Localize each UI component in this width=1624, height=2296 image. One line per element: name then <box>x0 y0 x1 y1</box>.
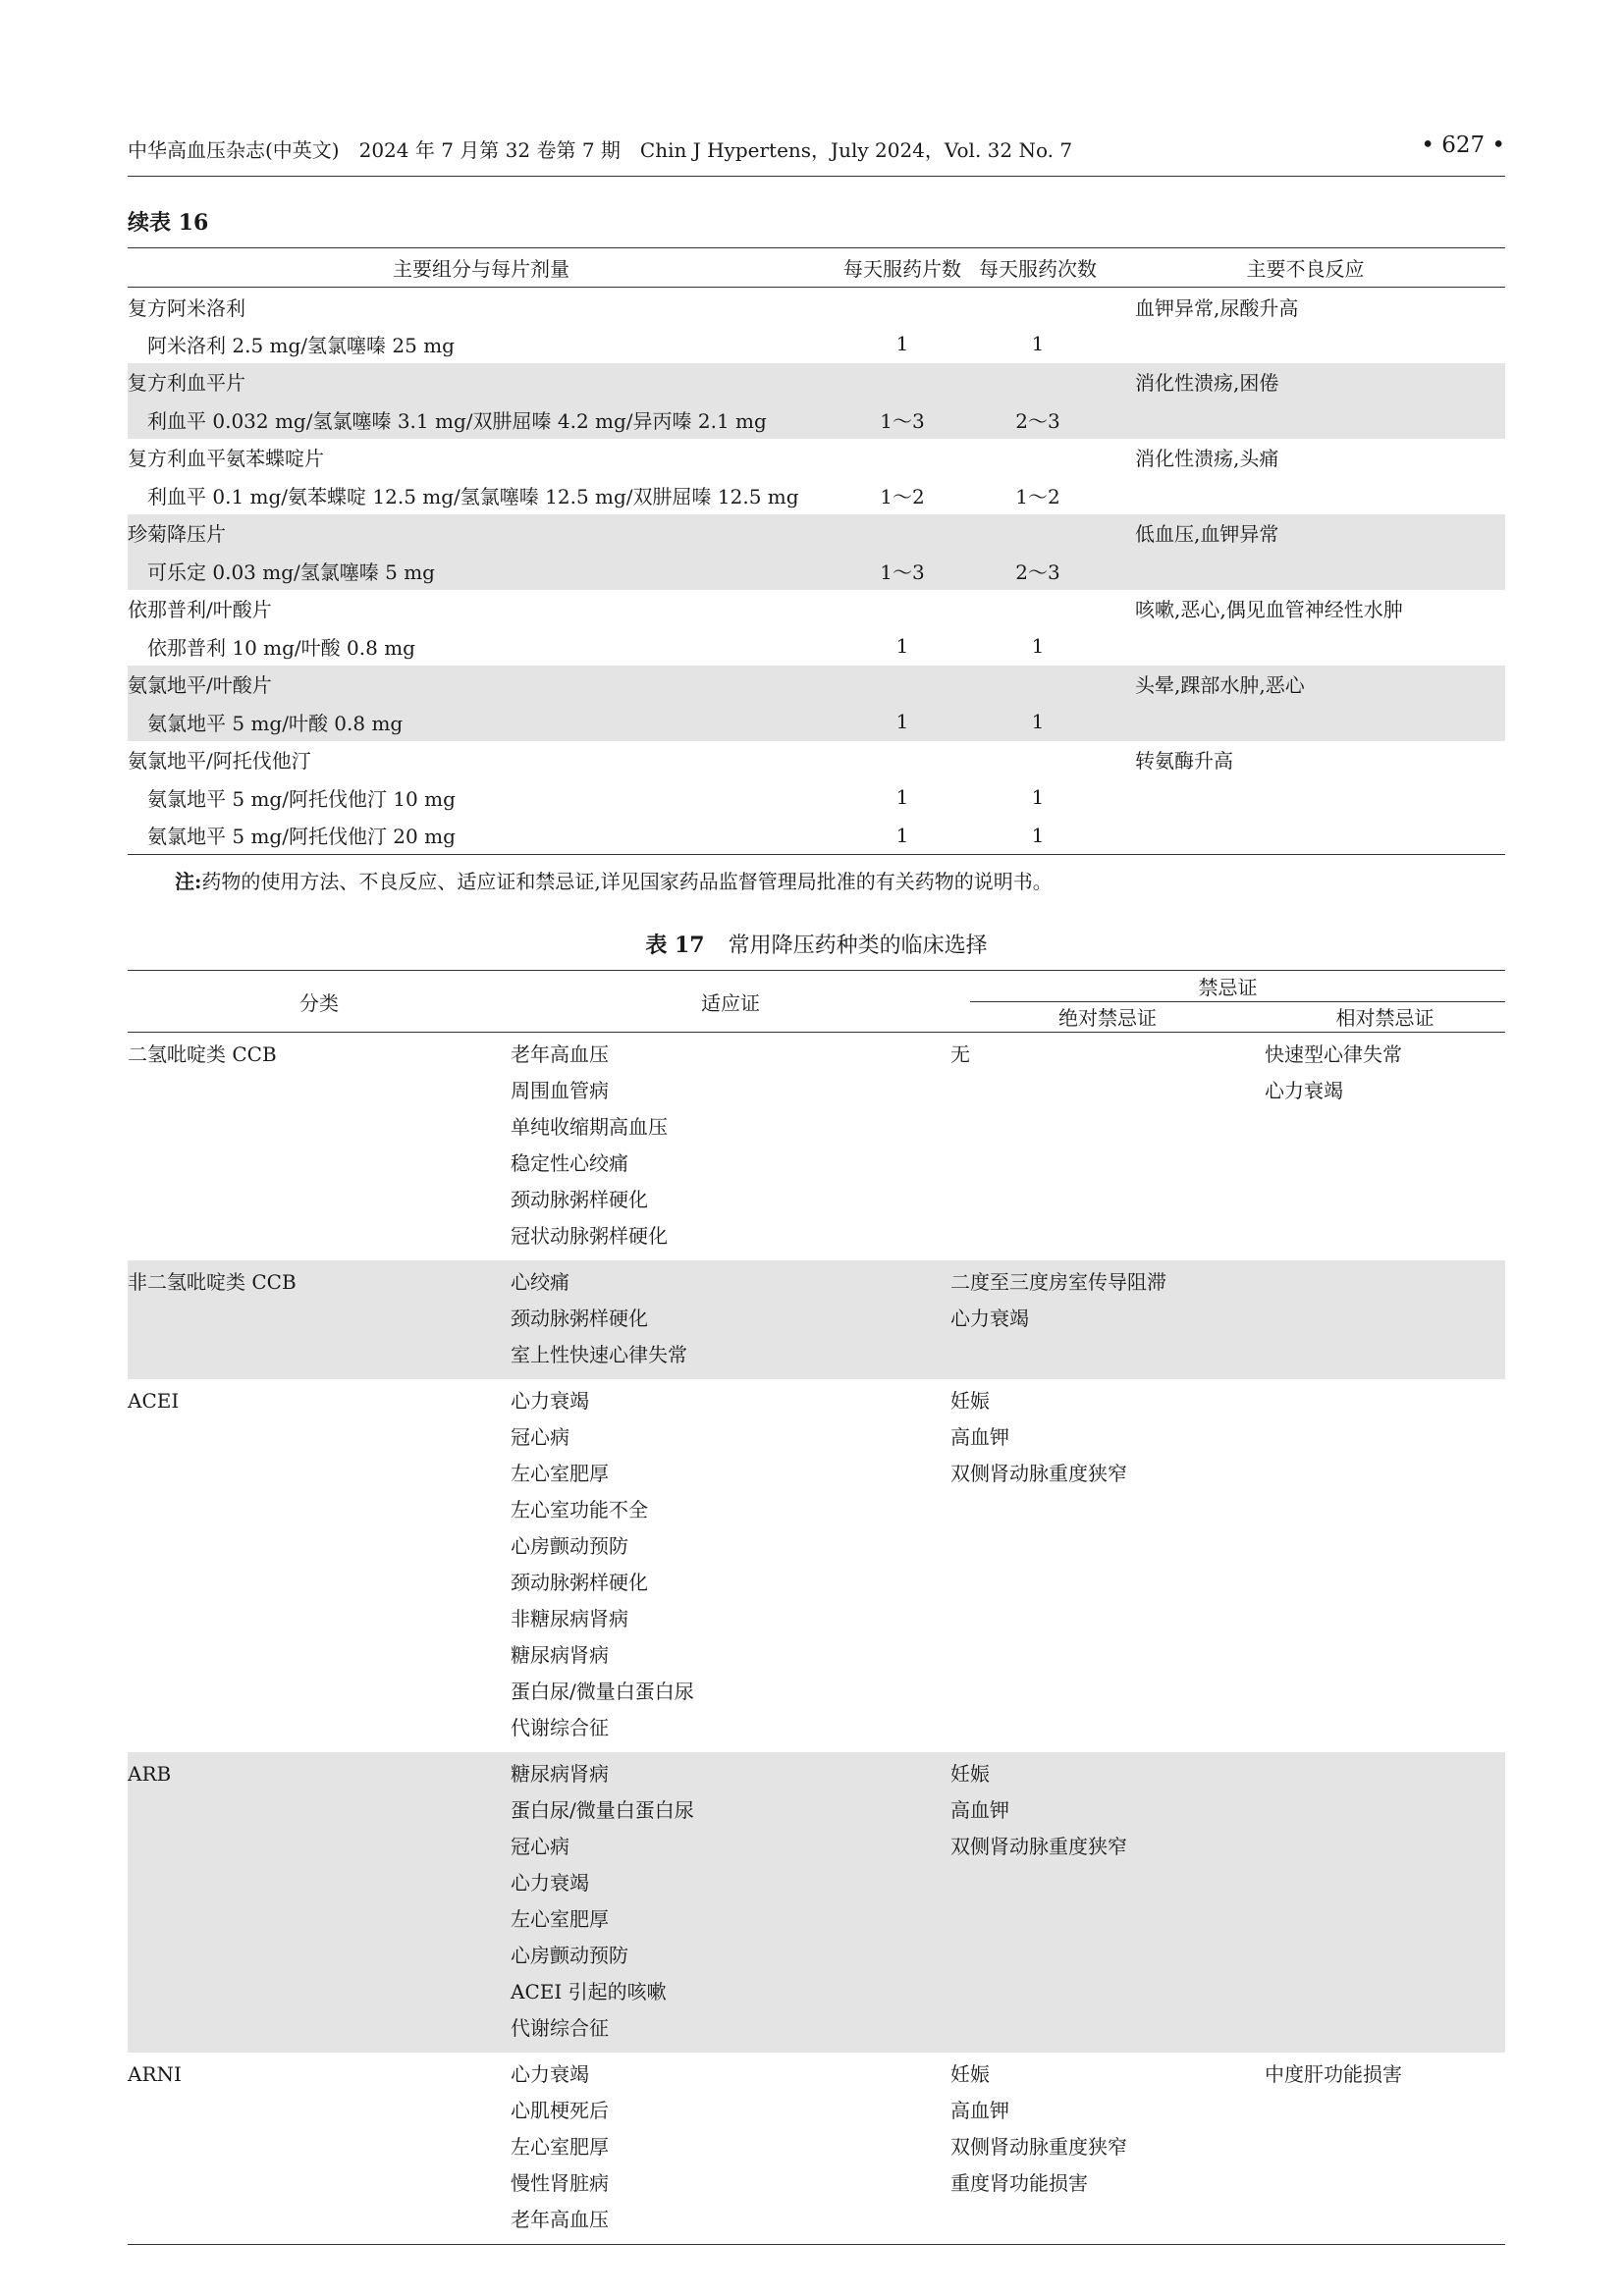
absolute-contraindication: 妊娠 <box>950 1762 990 1786</box>
table-row <box>128 514 1505 553</box>
indication: 冠心病 <box>511 1835 569 1858</box>
col-class: 分类 <box>128 971 511 1033</box>
indication: 周围血管病 <box>511 1079 609 1102</box>
drug-name: 复方阿米洛利 <box>128 295 245 320</box>
absolute-contraindication-cell <box>950 1752 1265 2053</box>
absolute-contraindication: 双侧肾动脉重度狭窄 <box>950 1835 1127 1858</box>
table-row <box>128 741 1505 779</box>
table17-number: 表 17 <box>645 933 705 958</box>
times-per-day: 2～3 <box>1015 560 1060 584</box>
indication-cell <box>511 1260 950 1379</box>
indication: 老年高血压 <box>511 2208 609 2231</box>
indication: 代谢综合征 <box>511 2016 609 2040</box>
drug-composition: 利血平 0.1 mg/氨苯蝶啶 12.5 mg/氢氯噻嗪 12.5 mg/双肼屈嗪 12.5 mg <box>147 484 799 508</box>
table16-note <box>175 866 1053 894</box>
times-per-day: 1 <box>1031 634 1045 659</box>
indication: 心肌梗死后 <box>511 2099 609 2122</box>
absolute-contraindication: 双侧肾动脉重度狭窄 <box>950 2135 1127 2159</box>
journal-citation: 中华高血压杂志(中英文) 2024 年 7 月第 32 卷第 7 期 Chin J Hypertens，July 2024，Vol. 32 No. 7 <box>128 138 1073 162</box>
drug-composition: 氨氯地平 5 mg/叶酸 0.8 mg <box>147 711 404 735</box>
table17-title <box>128 929 1505 959</box>
col-tablets-per-day: 每天服药片数 <box>835 248 970 288</box>
drug-class <box>128 1379 511 1752</box>
adverse-reaction: 头晕,踝部水肿,恶心 <box>1135 673 1305 698</box>
col-relative-contra: 相对禁忌证 <box>1265 1002 1505 1033</box>
indication: 颈动脉粥样硬化 <box>511 1307 648 1330</box>
indication: 心房颤动预防 <box>511 1534 628 1558</box>
indication-cell <box>511 2053 950 2245</box>
table-row <box>128 1752 1505 2053</box>
col-contraindications: 禁忌证 <box>950 971 1505 1002</box>
adverse-reaction: 消化性溃疡,头痛 <box>1135 447 1279 471</box>
note-label: 注: <box>175 870 202 893</box>
relative-contraindication: 快速型心律失常 <box>1265 1042 1402 1066</box>
table17-title-text: 常用降压药种类的临床选择 <box>728 934 988 958</box>
indication: 心绞痛 <box>511 1270 569 1294</box>
col-absolute-contra: 绝对禁忌证 <box>950 1002 1265 1033</box>
times-per-day: 2～3 <box>1015 408 1060 433</box>
table-row <box>128 476 1505 514</box>
table-row <box>128 363 1505 401</box>
adverse-reaction: 低血压,血钾异常 <box>1135 522 1279 547</box>
indication: ACEI 引起的咳嗽 <box>511 1980 667 2003</box>
indication: 左心室肥厚 <box>511 2135 609 2159</box>
drug-class-label: ARNI <box>128 2062 182 2086</box>
adverse-reaction: 转氨酶升高 <box>1135 749 1233 774</box>
tablets-per-day: 1 <box>835 817 970 855</box>
drug-composition: 可乐定 0.03 mg/氢氯噻嗪 5 mg <box>147 560 435 584</box>
col-components: 主要组分与每片剂量 <box>128 248 835 288</box>
indication: 室上性快速心律失常 <box>511 1343 687 1366</box>
indication: 左心室功能不全 <box>511 1498 648 1522</box>
col-indications: 适应证 <box>511 971 950 1033</box>
adverse-reaction: 消化性溃疡,困倦 <box>1135 371 1279 396</box>
indication: 蛋白尿/微量白蛋白尿 <box>511 1680 694 1703</box>
page-number: • 627 • <box>1421 133 1505 158</box>
drug-composition: 依那普利 10 mg/叶酸 0.8 mg <box>147 635 415 660</box>
times-per-day: 1 <box>1031 785 1045 810</box>
table16-caption: 续表 16 <box>128 210 209 236</box>
drug-class-label: 二氢吡啶类 CCB <box>128 1042 277 1066</box>
indication: 心力衰竭 <box>511 1871 589 1895</box>
drug-name: 氨氯地平/阿托伐他汀 <box>128 749 311 774</box>
col-times-per-day: 每天服药次数 <box>970 248 1106 288</box>
table-row <box>128 817 1505 855</box>
absolute-contraindication: 重度肾功能损害 <box>950 2171 1088 2195</box>
table-row <box>128 288 1505 326</box>
table-row <box>128 439 1505 477</box>
absolute-contraindication: 心力衰竭 <box>950 1307 1029 1330</box>
table-row <box>128 2053 1505 2245</box>
drug-class-label: 非二氢吡啶类 CCB <box>128 1270 297 1294</box>
table-row <box>128 1260 1505 1379</box>
indication: 代谢综合征 <box>511 1716 609 1739</box>
tablets-per-day: 1～2 <box>880 484 925 508</box>
indication: 糖尿病肾病 <box>511 1643 609 1667</box>
absolute-contraindication: 妊娠 <box>950 2062 990 2086</box>
drug-composition: 氨氯地平 5 mg/阿托伐他汀 10 mg <box>147 786 456 811</box>
page-header <box>128 131 1505 177</box>
drug-name: 依那普利/叶酸片 <box>128 598 272 622</box>
table-row <box>128 552 1505 590</box>
relative-contraindication: 心力衰竭 <box>1265 1079 1343 1102</box>
absolute-contraindication-cell <box>950 1379 1265 1752</box>
table-row <box>128 400 1505 439</box>
indication: 心房颤动预防 <box>511 1944 628 1967</box>
absolute-contraindication: 高血钾 <box>950 2099 1009 2122</box>
table-row <box>128 627 1505 666</box>
drug-composition: 阿米洛利 2.5 mg/氢氯噻嗪 25 mg <box>147 333 455 357</box>
table16 <box>128 247 1505 855</box>
relative-contraindication-cell <box>1265 1033 1505 1261</box>
indication: 慢性肾脏病 <box>511 2171 609 2195</box>
drug-name: 氨氯地平/叶酸片 <box>128 673 272 698</box>
table-row <box>128 1379 1505 1752</box>
table17-header-row <box>128 971 1505 1002</box>
absolute-contraindication: 双侧肾动脉重度狭窄 <box>950 1462 1127 1485</box>
indication: 非糖尿病肾病 <box>511 1607 628 1630</box>
indication: 左心室肥厚 <box>511 1462 609 1485</box>
indication: 冠状动脉粥样硬化 <box>511 1224 668 1248</box>
drug-class <box>128 1033 511 1261</box>
drug-composition: 氨氯地平 5 mg/阿托伐他汀 20 mg <box>128 817 835 855</box>
absolute-contraindication: 高血钾 <box>950 1798 1009 1822</box>
indication: 蛋白尿/微量白蛋白尿 <box>511 1798 694 1822</box>
drug-composition: 利血平 0.032 mg/氢氯噻嗪 3.1 mg/双肼屈嗪 4.2 mg/异丙嗪 2.1 mg <box>147 408 767 433</box>
tablets-per-day: 1 <box>895 634 909 659</box>
indication-cell <box>511 1752 950 2053</box>
relative-contraindication: 中度肝功能损害 <box>1265 2062 1402 2086</box>
relative-contraindication-cell <box>1265 1379 1505 1752</box>
drug-class <box>128 1260 511 1379</box>
tablets-per-day: 1～3 <box>880 560 925 584</box>
indication: 颈动脉粥样硬化 <box>511 1571 648 1594</box>
indication: 冠心病 <box>511 1425 569 1449</box>
table-row <box>128 590 1505 628</box>
tablets-per-day: 1 <box>895 710 909 734</box>
times-per-day: 1 <box>970 817 1106 855</box>
col-adverse-reactions: 主要不良反应 <box>1106 248 1505 288</box>
drug-class-label: ACEI <box>128 1389 180 1413</box>
table16-header-row <box>128 248 1505 288</box>
indication-cell <box>511 1379 950 1752</box>
drug-name: 复方利血平片 <box>128 371 245 396</box>
drug-class <box>128 1752 511 2053</box>
times-per-day: 1 <box>1031 332 1045 356</box>
indication: 心力衰竭 <box>511 2062 589 2086</box>
tablets-per-day: 1 <box>895 332 909 356</box>
tablets-per-day: 1～3 <box>880 408 925 433</box>
absolute-contraindication-cell <box>950 2053 1265 2245</box>
table-row <box>128 703 1505 741</box>
absolute-contraindication: 妊娠 <box>950 1389 990 1413</box>
table17 <box>128 970 1505 2245</box>
table-row <box>128 1033 1505 1261</box>
table-row <box>128 666 1505 704</box>
times-per-day: 1 <box>1031 710 1045 734</box>
absolute-contraindication-cell <box>950 1033 1265 1261</box>
adverse-reaction: 血钾异常,尿酸升高 <box>1135 295 1299 320</box>
tablets-per-day: 1 <box>895 785 909 810</box>
relative-contraindication-cell <box>1265 1260 1505 1379</box>
indication: 心力衰竭 <box>511 1389 589 1413</box>
times-per-day: 1～2 <box>1015 484 1060 508</box>
table-row <box>128 325 1505 363</box>
relative-contraindication-cell <box>1265 2053 1505 2245</box>
absolute-contraindication: 高血钾 <box>950 1425 1009 1449</box>
indication: 老年高血压 <box>511 1042 609 1066</box>
indication-cell <box>511 1033 950 1261</box>
indication: 左心室肥厚 <box>511 1907 609 1931</box>
drug-class-label: ARB <box>128 1762 172 1786</box>
absolute-contraindication: 无 <box>950 1042 970 1066</box>
indication: 稳定性心绞痛 <box>511 1151 628 1175</box>
table-row <box>128 778 1505 817</box>
absolute-contraindication-cell <box>950 1260 1265 1379</box>
indication: 单纯收缩期高血压 <box>511 1115 668 1139</box>
adverse-reaction: 咳嗽,恶心,偶见血管神经性水肿 <box>1135 598 1403 622</box>
absolute-contraindication: 二度至三度房室传导阻滞 <box>950 1270 1166 1294</box>
indication: 颈动脉粥样硬化 <box>511 1188 648 1211</box>
indication: 糖尿病肾病 <box>511 1762 609 1786</box>
drug-name: 复方利血平氨苯蝶啶片 <box>128 447 324 471</box>
drug-class <box>128 2053 511 2245</box>
relative-contraindication-cell <box>1265 1752 1505 2053</box>
note-text: 药物的使用方法、不良反应、适应证和禁忌证,详见国家药品监督管理局批准的有关药物的说明书。 <box>201 870 1053 893</box>
drug-name: 珍菊降压片 <box>128 522 226 547</box>
